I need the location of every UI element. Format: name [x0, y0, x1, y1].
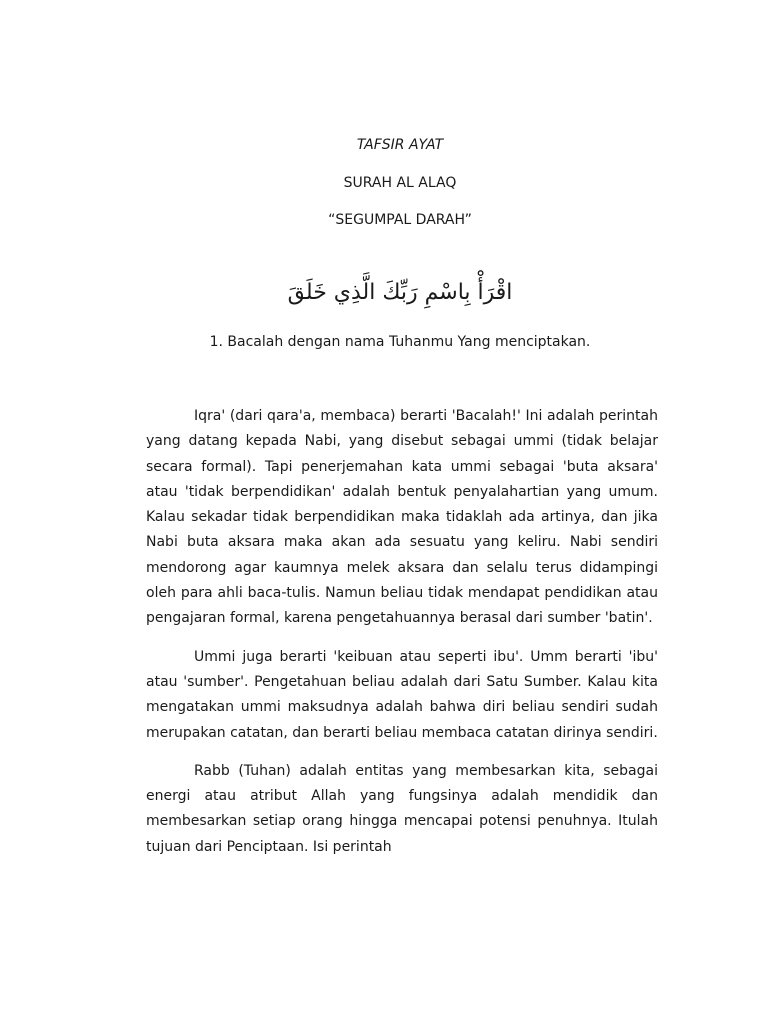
document-title: TAFSIR AYAT	[356, 137, 444, 153]
surah-name: SURAH AL ALAQ	[343, 175, 457, 191]
verse-translation: 1. Bacalah dengan nama Tuhanmu Yang menciptakan.	[209, 334, 591, 350]
paragraph: Rabb (Tuhan) adalah entitas yang membesarkan kita, sebagai energi atau atribut Allah yang fungsinya adalah mendidik dan membesarkan setiap orang hingga mencapai potensi penuhnya. Itulah tujuan dari Penciptaan. Isi perintah	[146, 762, 658, 855]
arabic-verse: اقْرَأْ بِاسْمِ رَبِّكَ الَّذِي خَلَقَ	[287, 280, 513, 305]
paragraph: Ummi juga berarti 'keibuan atau seperti ibu'. Umm berarti 'ibu' atau 'sumber'. Pengetahuan beliau adalah dari Satu Sumber. Kalau kita mengatakan ummi maksudnya adalah bahwa diri beliau sendiri sudah merupakan catatan, dan berarti beliau membaca catatan dirinya sendiri.	[146, 648, 658, 741]
document-subtitle: “SEGUMPAL DARAH”	[328, 212, 472, 228]
document-body	[146, 404, 658, 873]
paragraph: Iqra' (dari qara'a, membaca) berarti 'Bacalah!' Ini adalah perintah yang datang kepada Nabi, yang disebut sebagai ummi (tidak belajar secara formal). Tapi penerjemahan kata ummi sebagai 'buta aksara' atau 'tidak berpendidikan' adalah bentuk penyalahartian yang umum. Kalau sekadar tidak berpendidikan maka tidaklah ada artinya, dan jika Nabi buta aksara maka akan ada sesuatu yang keliru. Nabi sendiri mendorong agar kaumnya melek aksara dan selalu terus didampingi oleh para ahli baca-tulis. Namun beliau tidak mendapat pendidikan atau pengajaran formal, karena pengetahuannya berasal dari sumber 'batin'.	[146, 408, 658, 627]
